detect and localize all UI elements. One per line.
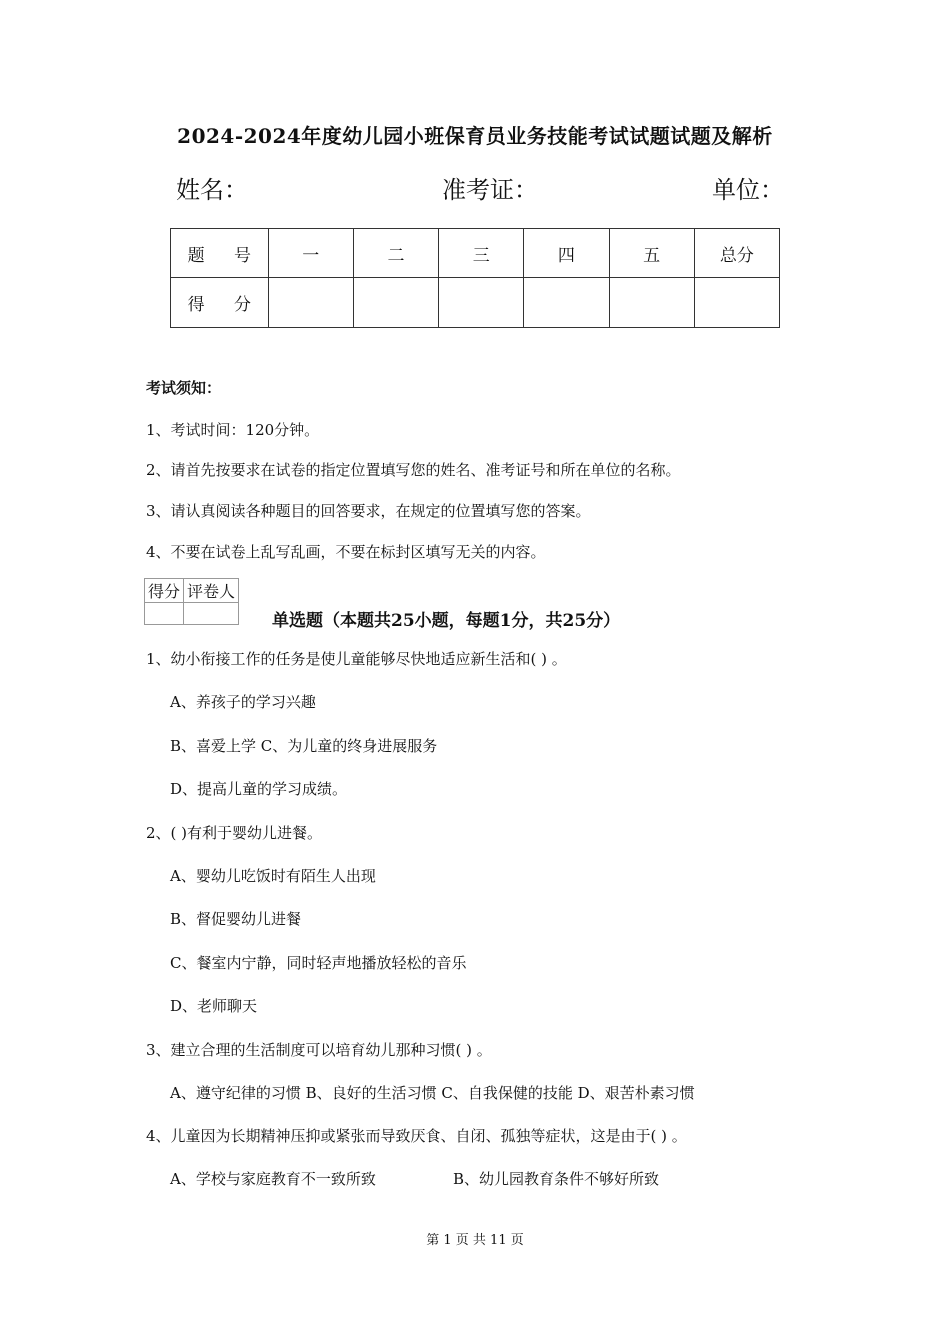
section-1-score-cell[interactable] xyxy=(268,278,353,328)
section-1-header: 一 xyxy=(268,229,353,278)
question-option: D、提高儿童的学习成绩。 xyxy=(170,780,348,798)
question-option: C、餐室内宁静，同时轻声地播放轻松的音乐 xyxy=(170,954,467,972)
section-2-header: 二 xyxy=(353,229,438,278)
question-option: D、老师聊天 xyxy=(170,997,258,1015)
section-title: 单选题（本题共25小题，每题1分，共25分） xyxy=(272,611,621,631)
question-number-header: 题 号 xyxy=(171,229,269,278)
question-option: A、养孩子的学习兴趣 xyxy=(170,693,316,711)
candidate-info-row xyxy=(176,170,784,206)
section-3-score-cell[interactable] xyxy=(439,278,524,328)
section-5-header: 五 xyxy=(609,229,694,278)
question-option: B、幼儿园教育条件不够好所致 xyxy=(453,1170,660,1188)
question-option: B、喜爱上学 C、为儿童的终身进展服务 xyxy=(170,737,438,755)
notice-item: 4、不要在试卷上乱写乱画，不要在标封区填写无关的内容。 xyxy=(146,543,546,561)
question-option: A、婴幼儿吃饭时有陌生人出现 xyxy=(170,867,376,885)
section-3-header: 三 xyxy=(439,229,524,278)
grader-reviewer-cell[interactable] xyxy=(184,603,239,625)
grader-score-label: 得分 xyxy=(145,579,184,603)
question-stem: 3、建立合理的生活制度可以培育幼儿那种习惯( ) 。 xyxy=(146,1041,492,1059)
unit-label: 单位： xyxy=(712,176,784,204)
section-4-score-cell[interactable] xyxy=(524,278,609,328)
question-stem: 1、幼小衔接工作的任务是使儿童能够尽快地适应新生活和( ) 。 xyxy=(146,650,567,668)
notice-title: 考试须知： xyxy=(146,379,222,397)
notice-item: 1、考试时间：120分钟。 xyxy=(146,421,320,439)
grader-box xyxy=(144,578,239,625)
question-option: A、遵守纪律的习惯 B、良好的生活习惯 C、自我保健的技能 D、艰苦朴素习惯 xyxy=(170,1084,695,1102)
exam-id-label: 准考证： xyxy=(442,176,538,204)
grader-reviewer-label: 评卷人 xyxy=(184,579,239,603)
score-row-label: 得 分 xyxy=(171,278,269,328)
score-table-score-row xyxy=(171,278,780,328)
section-2-score-cell[interactable] xyxy=(353,278,438,328)
exam-title: 2024-2024年度幼儿园小班保育员业务技能考试试题试题及解析 xyxy=(177,124,773,148)
name-label: 姓名： xyxy=(176,176,248,204)
total-header: 总分 xyxy=(694,229,779,278)
notice-item: 2、请首先按要求在试卷的指定位置填写您的姓名、准考证号和所在单位的名称。 xyxy=(146,461,681,479)
page-footer: 第 1 页 共 11 页 xyxy=(426,1233,524,1248)
notice-item: 3、请认真阅读各种题目的回答要求，在规定的位置填写您的答案。 xyxy=(146,502,591,520)
score-table xyxy=(170,228,780,328)
total-score-cell[interactable] xyxy=(694,278,779,328)
question-option: A、学校与家庭教育不一致所致 xyxy=(170,1170,376,1188)
score-table-header-row xyxy=(171,229,780,278)
section-5-score-cell[interactable] xyxy=(609,278,694,328)
question-option: B、督促婴幼儿进餐 xyxy=(170,910,302,928)
question-stem: 4、儿童因为长期精神压抑或紧张而导致厌食、自闭、孤独等症状，这是由于( ) 。 xyxy=(146,1127,687,1145)
section-4-header: 四 xyxy=(524,229,609,278)
grader-score-cell[interactable] xyxy=(145,603,184,625)
question-stem: 2、( )有利于婴幼儿进餐。 xyxy=(146,824,323,842)
